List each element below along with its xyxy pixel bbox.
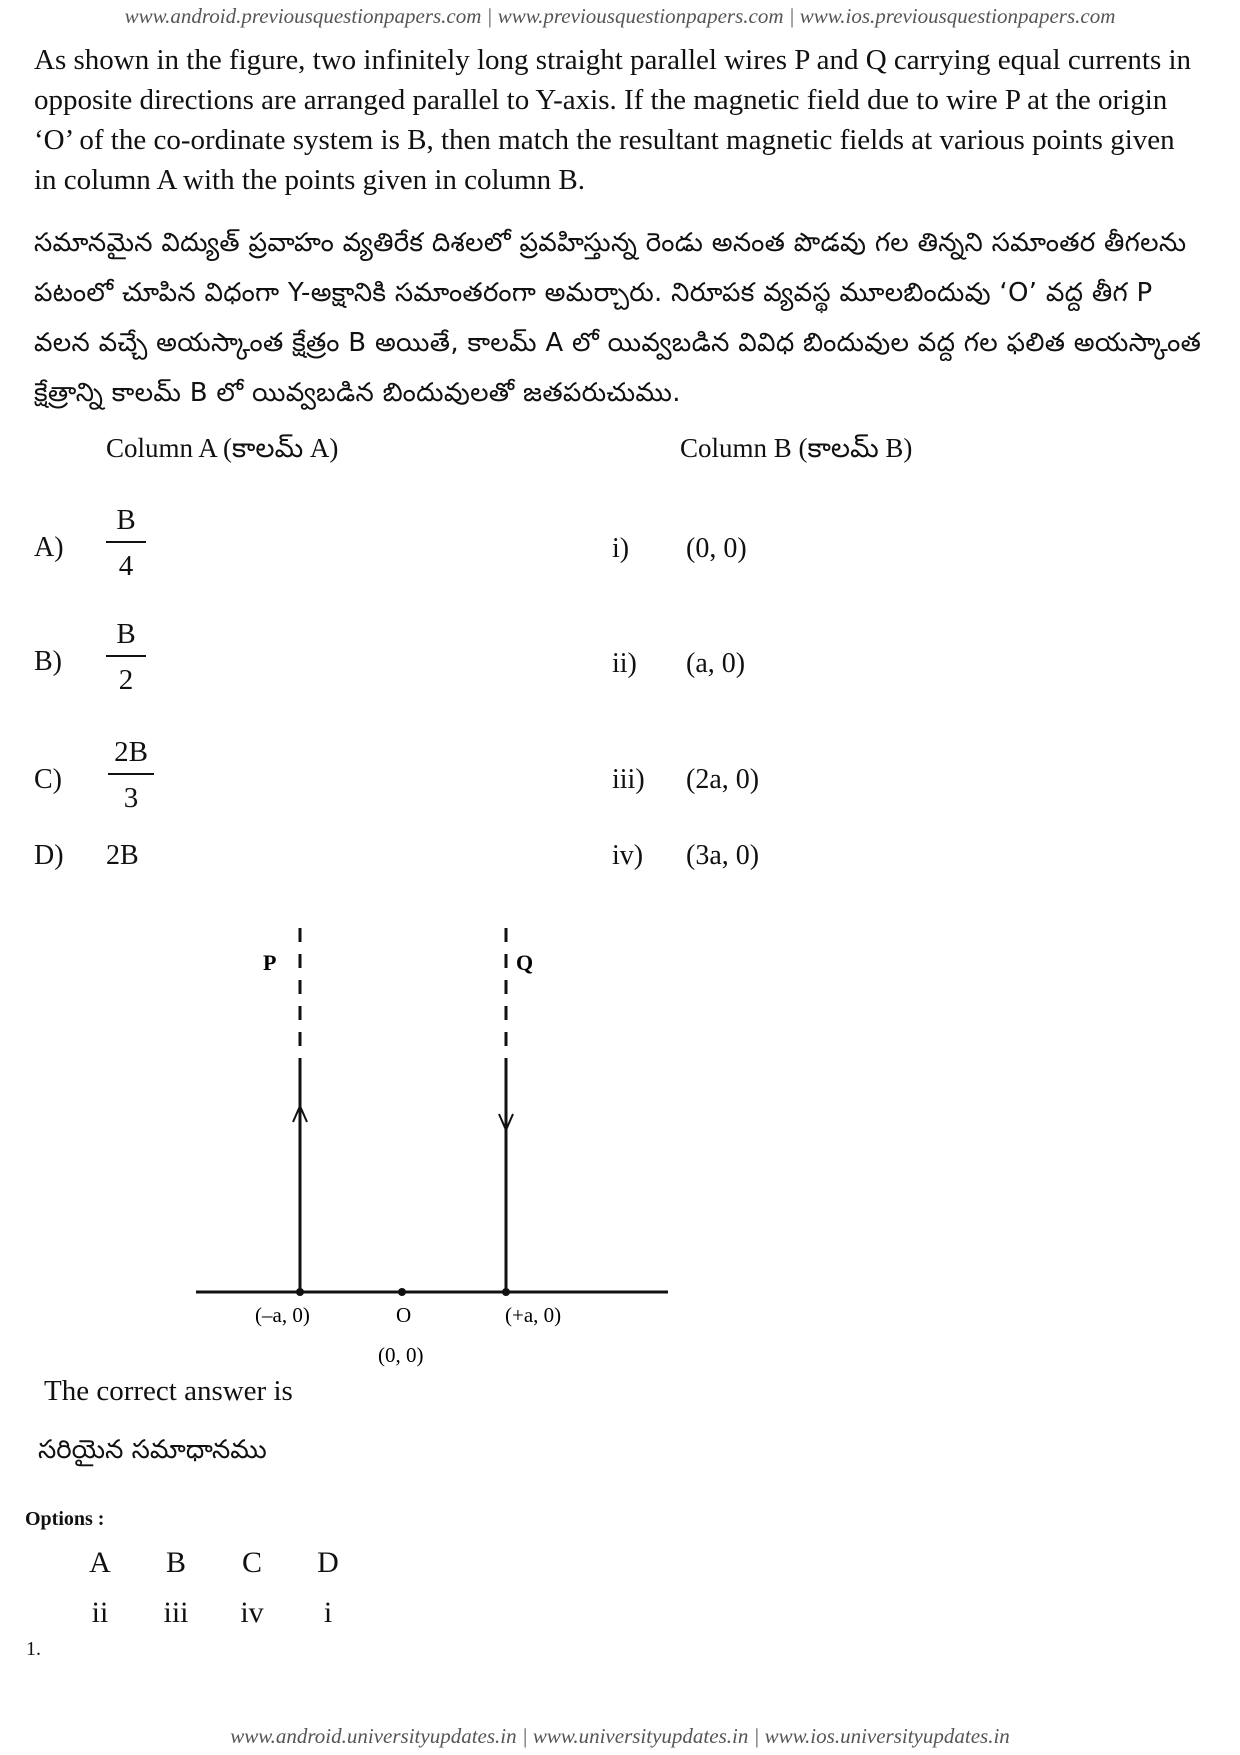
denominator: 4	[118, 550, 134, 582]
point-left-dot	[296, 1288, 304, 1296]
column-a-label-a: A)	[34, 532, 64, 563]
options-header-b: B	[165, 1546, 186, 1579]
origin-label: O	[396, 1303, 412, 1327]
column-b-value-ii: (a, 0)	[686, 648, 746, 679]
question-telugu: సమానమైన విద్యుత్ ప్రవాహం వ్యతిరేక దిశలలో ప్రవహిస్తున్న రెండు అనంత పొడవు గల తిన్నని సమాంతర తీగలను పటంలో చూపిన విధంగా Y-అక్షానికి సమాంతరంగా అమర్చారు. నిరూపక వ్యవస్థ మూలబిందువు ‘O’ వద్ద తీగ P వలన వచ్చే అయస్కాంత క్షేత్రం B అయితే, కాలమ్ A లో యివ్వబడిన వివిధ బిందువుల వద్ద గల ఫలిత అయస్కాంత క్షేత్రాన్ని కాలమ్ B లో యివ్వబడిన బిందువులతో జతపరుచుము.	[34, 228, 1202, 408]
column-a-fraction-c	[108, 735, 154, 815]
wire-figure	[0, 900, 1240, 1400]
numerator: 2B	[114, 736, 148, 768]
options-header-row	[62, 1538, 366, 1588]
column-b-value-i: (0, 0)	[686, 533, 747, 564]
footer-watermark: www.android.universityupdates.in | www.universityupdates.in | www.ios.universityupdates.in	[230, 1724, 1010, 1748]
options-title: Options :	[25, 1508, 105, 1530]
column-a-label-d: D)	[34, 840, 64, 871]
answer-telugu: సరియైన సమాధానము	[38, 1435, 267, 1465]
point-left-label: (–a, 0)	[255, 1303, 310, 1327]
point-right-label: (+a, 0)	[505, 1303, 562, 1327]
denominator: 2	[118, 664, 134, 696]
numerator: B	[116, 504, 136, 536]
column-a-label-c: C)	[34, 764, 62, 795]
column-b-label-iii: iii)	[612, 764, 645, 795]
fraction-bar	[108, 773, 154, 775]
column-a-heading: Column A (కాలమ్ A)	[106, 433, 339, 463]
column-b-value-iii: (2a, 0)	[686, 764, 760, 795]
column-a-value-d: 2B	[106, 840, 139, 871]
column-b-value-iv: (3a, 0)	[686, 840, 760, 871]
options-header-d: D	[317, 1546, 339, 1579]
wire-q-label: Q	[516, 950, 534, 975]
header-watermark: www.android.previousquestionpapers.com | www.previousquestionpapers.com | www.ios.previousquestionpapers.com	[124, 4, 1116, 28]
column-a-fraction-b	[106, 617, 146, 697]
numerator: B	[116, 618, 136, 650]
column-b-heading: Column B (కాలమ్ B)	[680, 433, 913, 463]
column-b-label-i: i)	[612, 533, 630, 564]
options-table	[62, 1538, 366, 1638]
options-value-d: i	[323, 1596, 333, 1629]
options-value-row	[62, 1588, 366, 1638]
options-header-c: C	[241, 1546, 262, 1579]
options-value-c: iv	[240, 1596, 264, 1629]
fraction-bar	[106, 655, 146, 657]
origin-coords-label: (0, 0)	[378, 1343, 424, 1367]
column-a-fraction-a	[106, 503, 146, 583]
column-a-label-b: B)	[34, 646, 62, 677]
fraction-bar	[106, 541, 146, 543]
origin-dot	[398, 1288, 406, 1296]
point-right-dot	[502, 1288, 510, 1296]
options-header-a: A	[89, 1546, 111, 1579]
options-value-a: ii	[91, 1596, 109, 1629]
answer-english: The correct answer is	[44, 1375, 293, 1407]
wire-p-label: P	[263, 950, 277, 975]
options-value-b: iii	[163, 1596, 189, 1629]
option-number: 1.	[26, 1638, 41, 1660]
column-b-label-iv: iv)	[612, 840, 644, 871]
column-b-label-ii: ii)	[612, 648, 637, 679]
question-english: As shown in the figure, two infinitely long straight parallel wires P and Q carrying equal currents in opposite directions are arranged parallel to Y-axis. If the magnetic field due to wire P at the origin ‘O’ of the co-ordinate system is B, then match the resultant magnetic fields at various points given in column A with the points given in column B.	[34, 44, 1192, 196]
denominator: 3	[123, 782, 139, 814]
